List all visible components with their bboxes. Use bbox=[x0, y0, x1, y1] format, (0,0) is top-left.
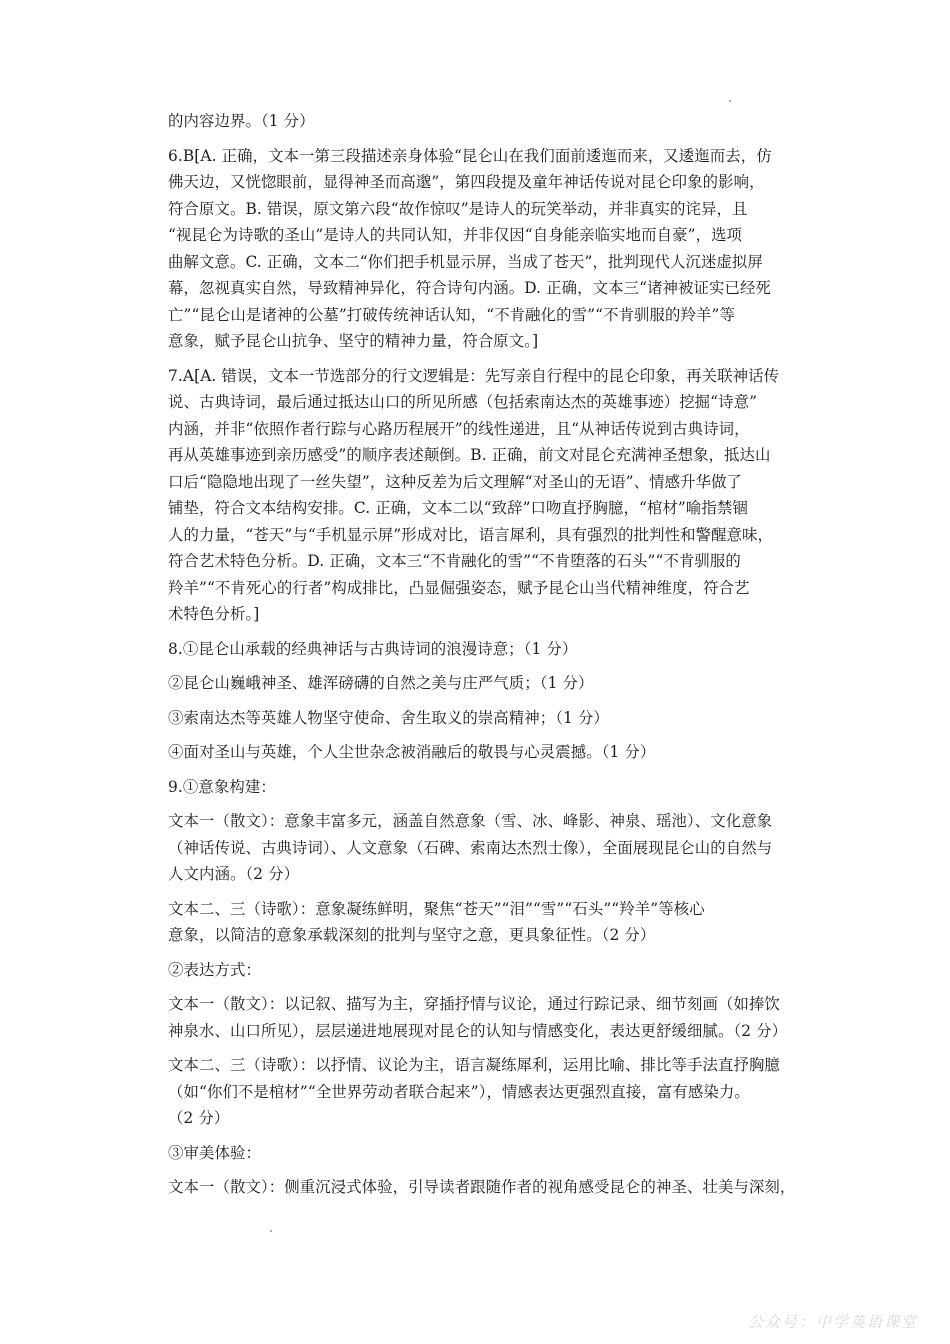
paragraph bbox=[168, 808, 838, 888]
paragraph bbox=[168, 1174, 838, 1201]
text-line: 神泉水、山口所见），层层递进地展现对昆仑的认知与情感变化，表达更舒缓细腻。（2 分） bbox=[168, 1021, 788, 1040]
paragraph bbox=[168, 108, 838, 135]
paragraph bbox=[168, 705, 838, 732]
scan-speck bbox=[270, 1230, 272, 1232]
text-line: 内涵，并非“依照作者行踪与心路历程展开”的线性递进，且“从神话传说到古典诗词， bbox=[168, 419, 750, 438]
text-line: 亡”“昆仑山是诸神的公墓”打破传统神话认知，“不肯融化的雪”“不肯驯服的羚羊”等 bbox=[168, 305, 735, 324]
paragraph bbox=[168, 636, 838, 663]
text-line: 术特色分析。] bbox=[168, 605, 260, 623]
text-line: 9.①意象构建： bbox=[168, 777, 276, 796]
text-line: 文本二、三（诗歌）：意象凝练鲜明，聚焦“苍天”“泪”“雪”“石头”“羚羊”等核心 bbox=[168, 899, 705, 918]
text-line: （如“你们不是棺材”“全世界劳动者联合起来”），情感表达更强烈直接，富有感染力。 bbox=[168, 1082, 750, 1101]
paragraph bbox=[168, 1052, 838, 1132]
text-line: ②表达方式： bbox=[168, 960, 261, 979]
paragraph bbox=[168, 1140, 838, 1167]
text-line: 意象，赋予昆仑山抗争、坚守的精神力量，符合原文。] bbox=[168, 332, 539, 350]
text-line: 幕，忽视真实自然，导致精神异化，符合诗句内涵。D. 正确，文本三“诸神被证实已经死 bbox=[168, 279, 771, 297]
text-line: 文本一（散文）：侧重沉浸式体验，引导读者跟随作者的视角感受昆仑的神圣、壮美与深刻， bbox=[168, 1178, 796, 1196]
text-line: 佛天边，又恍惚眼前，显得神圣而高邈”，第四段提及童年神话传说对昆仑印象的影响， bbox=[168, 173, 765, 191]
text-line: 符合艺术特色分析。D. 正确，文本三“不肯融化的雪”“不肯堕落的石头”“不肯驯服的 bbox=[168, 552, 741, 570]
paragraph bbox=[168, 670, 838, 697]
paragraph bbox=[168, 896, 838, 949]
paragraph bbox=[168, 363, 838, 628]
text-line: 符合原文。B. 错误，原文第六段“故作惊叹”是诗人的玩笑举动，并非真实的诧异，且 bbox=[168, 199, 748, 218]
paragraph bbox=[168, 739, 838, 766]
text-line: ②昆仑山巍峨神圣、雄浑磅礴的自然之美与庄严气质；（1 分） bbox=[168, 674, 594, 692]
text-line: “视昆仑为诗歌的圣山”是诗人的共同认知，并非仅因“自身能亲临实地而自豪”，选项 bbox=[168, 226, 743, 244]
text-line: 人文内涵。（2 分） bbox=[168, 865, 300, 883]
watermark: 公众号：中学英语课堂 bbox=[747, 1313, 918, 1331]
text-line: 羚羊”“不肯死心的行者”构成排比，凸显倔强姿态，赋予昆仑山当代精神维度，符合艺 bbox=[168, 578, 750, 597]
paragraph bbox=[168, 143, 838, 355]
paragraph bbox=[168, 991, 838, 1044]
text-line: 人的力量，“苍天”与“手机显示屏”形成对比，语言犀利，具有强烈的批判性和警醒意味， bbox=[168, 525, 774, 544]
text-line: 铺垫，符合文本结构安排。C. 正确，文本二以“致辞”口吻直抒胸臆，“棺材”喻指禁锢 bbox=[168, 499, 748, 517]
text-line: 口后“隐隐地出现了一丝失望”，这种反差为后文理解“对圣山的无语”、情感升华做了 bbox=[168, 472, 743, 491]
text-line: 再从英雄事迹到亲历感受”的顺序表述颠倒。B. 正确，前文对昆仑充满神圣想象，抵达山 bbox=[168, 446, 771, 464]
text-line: 6.B[A. 正确，文本一第三段描述亲身体验“昆仑山在我们面前逶迤而来，又逶迤而去，仿 bbox=[168, 146, 772, 165]
text-line: ④面对圣山与英雄，个人尘世杂念被消融后的敬畏与心灵震撼。（1 分） bbox=[168, 743, 656, 761]
text-line: 文本二、三（诗歌）：以抒情、议论为主，语言凝练犀利，运用比喻、排比等手法直抒胸臆 bbox=[168, 1056, 780, 1074]
text-line: 文本一（散文）：以记叙、描写为主，穿插抒情与议论，通过行踪记录、细节刻画（如捧饮 bbox=[168, 995, 780, 1013]
scan-speck bbox=[729, 100, 731, 102]
text-line: ③审美体验： bbox=[168, 1143, 261, 1162]
text-line: 8.①昆仑山承载的经典神话与古典诗词的浪漫诗意；（1 分） bbox=[168, 639, 578, 658]
text-line: 文本一（散文）：意象丰富多元，涵盖自然意象（雪、冰、峰影、神泉、瑶池）、文化意象 bbox=[168, 812, 773, 830]
text-line: 的内容边界。（1 分） bbox=[168, 112, 315, 130]
paragraph bbox=[168, 957, 838, 984]
text-line: 7.A[A. 错误，文本一节选部分的行文逻辑是：先写亲自行程中的昆仑印象，再关联神话传 bbox=[168, 366, 780, 385]
answer-page bbox=[168, 108, 838, 1209]
paragraph bbox=[168, 774, 838, 801]
text-line: （2 分） bbox=[168, 1109, 230, 1127]
text-line: ③索南达杰等英雄人物坚守使命、舍生取义的崇高精神；（1 分） bbox=[168, 708, 609, 727]
text-line: 曲解文意。C. 正确，文本二“你们把手机显示屏，当成了苍天”，批判现代人沉迷虚拟屏 bbox=[168, 252, 763, 271]
text-line: （神话传说、古典诗词）、人文意象（石碑、索南达杰烈士像），全面展现昆仑山的自然与 bbox=[168, 838, 773, 857]
text-line: 意象，以简洁的意象承载深刻的批判与坚守之意，更具象征性。（2 分） bbox=[168, 926, 656, 944]
text-line: 说、古典诗词，最后通过抵达山口的所见所感（包括索南达杰的英雄事迹）挖掘“诗意” bbox=[168, 393, 758, 411]
